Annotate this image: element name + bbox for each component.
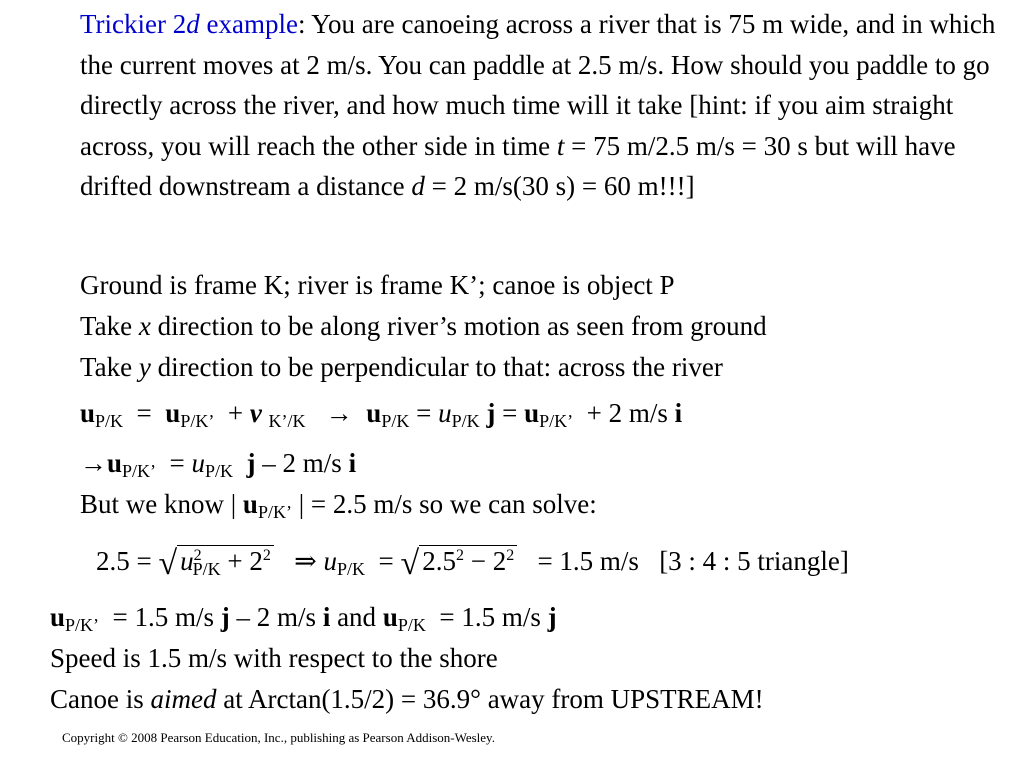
- solve-equation: 2.5 = √ $u^2_{P/K} + 2^2$ ⇒ $u_{P/K}$ = √ $2.5^2 - 2^2$ = 1.5 m/s [3 : 4 : 5 triangle]: [96, 545, 849, 582]
- canoe-velocity-equation: $\to u_{P/K’} = u_{P/K}$ j – 2 m/s i: [80, 448, 357, 481]
- implies-icon: ⇒: [294, 546, 317, 576]
- speed-line: Speed is 1.5 m/s with respect to the shore: [50, 643, 498, 673]
- sqrt-icon: √: [158, 545, 178, 582]
- aim-line: Canoe is aimed at Arctan(1.5/2) = 36.9° away from UPSTREAM!: [50, 684, 764, 714]
- result-line: $u_{P/K’} = 1.5$ m/s j – 2 m/s i and $u_{P/K} = 1.5$ m/s j: [50, 602, 557, 635]
- arrow-icon: →: [80, 448, 107, 478]
- sqrt-icon: √: [400, 545, 420, 582]
- problem-statement: Trickier 2d example: You are canoeing across a river that is 75 m wide, and in which the current moves at 2 m/s. You can paddle at 2.5 m/s. How should you paddle to go directly across the river, and how much time will it take [hint: if you aim straight across, you will reach the other side in time t = 75 m/2.5 m/s = 30 s but will have drifted downstream a distance d = 2 m/s(30 s) = 60 m!!!]: [80, 9, 996, 201]
- magnitude-line: But we know | $u_{P/K’}$ | = 2.5 m/s so we can solve:: [80, 489, 597, 522]
- copyright-footer: Copyright © 2008 Pearson Education, Inc., publishing as Pearson Addison-Wesley.: [62, 730, 495, 745]
- arrow-icon: →: [325, 398, 353, 428]
- y-direction-line: Take y direction to be perpendicular to that: across the river: [80, 352, 723, 382]
- x-direction-line: Take x direction to be along river’s motion as seen from ground: [80, 311, 767, 341]
- velocity-addition-equation: $u_{P/K} = u_{P/K’} + v$ $_{K’/K}$ → $u_{P/K} = u_{P/K}$ $j = u_{P/K’} + 2$ m/s i: [80, 398, 683, 431]
- slide-title: Trickier 2d example: [80, 9, 298, 39]
- frames-line: Ground is frame K; river is frame K’; canoe is object P: [80, 270, 675, 300]
